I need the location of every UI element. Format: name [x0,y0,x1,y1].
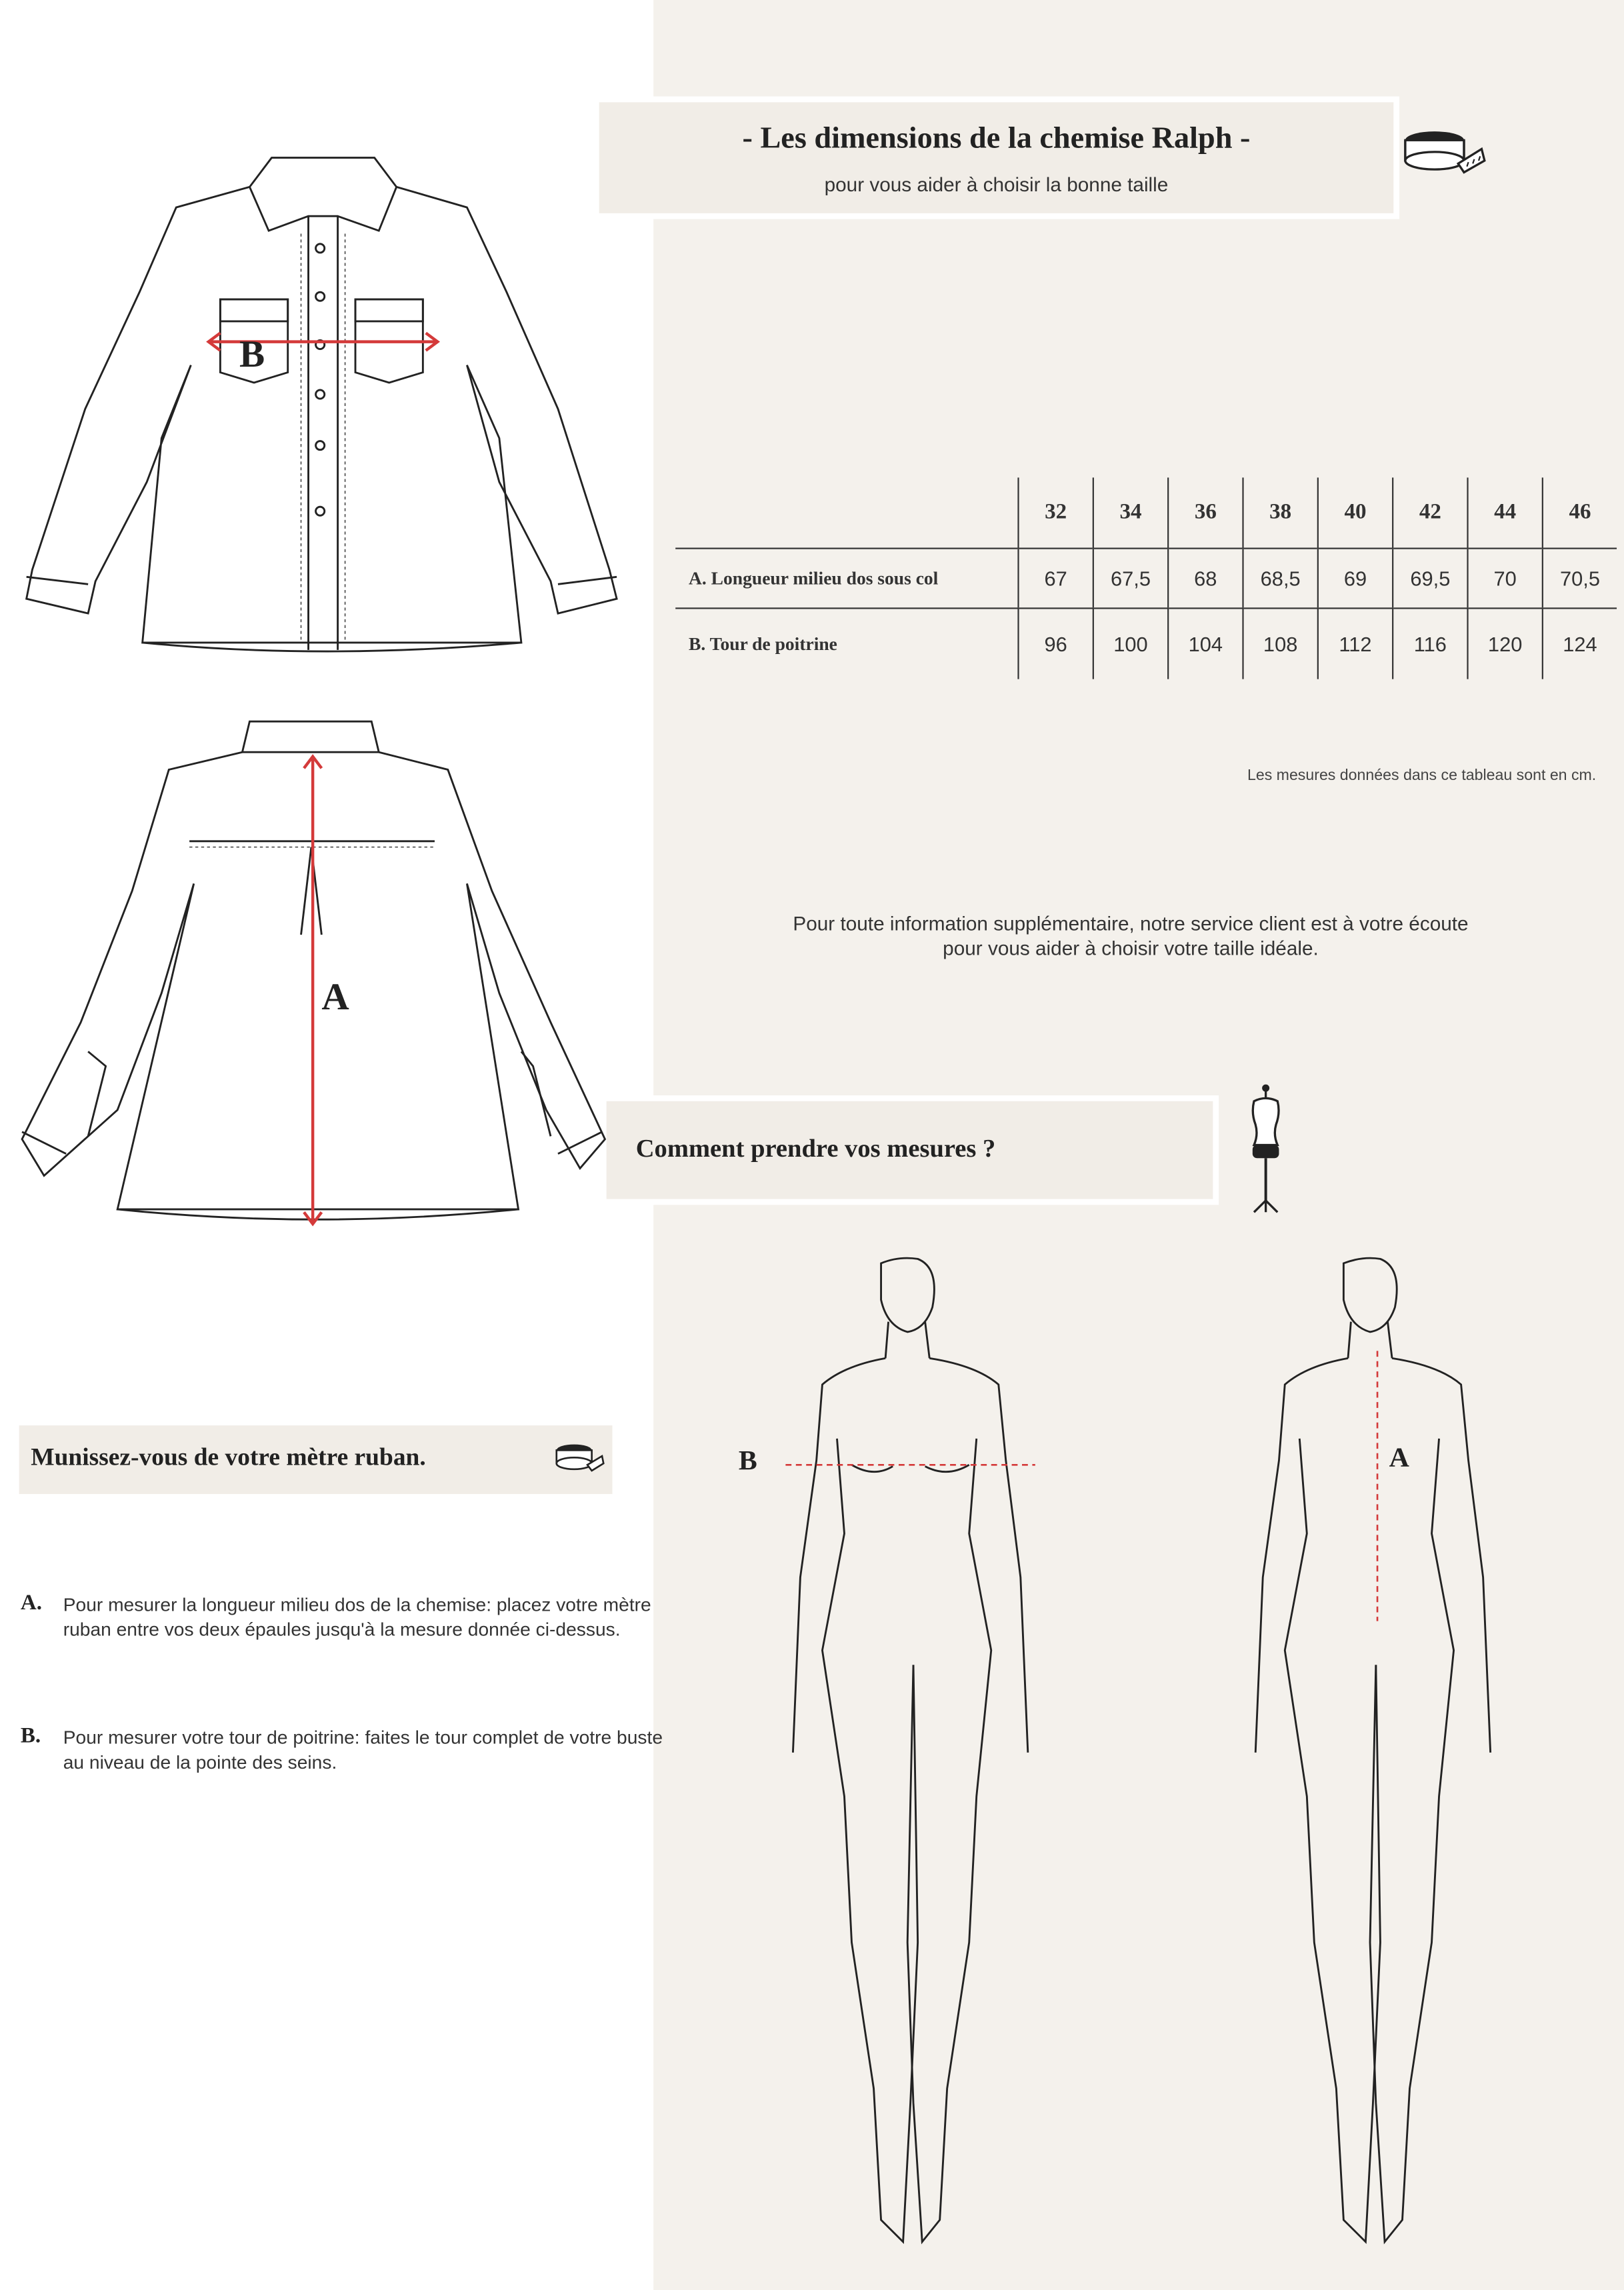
tape-measure-icon [1402,129,1487,181]
table-cell: 100 [1093,608,1168,679]
title-box [599,102,1394,213]
body-front-label: B [738,1445,757,1477]
table-cell: 70,5 [1543,549,1617,609]
body-front-diagram [778,1249,1042,2257]
info-line-2: pour vous aider à choisir votre taille idéale. [943,937,1319,960]
table-cell: 67 [1019,549,1093,609]
instruction-text: Pour mesurer votre tour de poitrine: faites le tour complet de votre buste au niveau de la pointe des seins. [63,1726,663,1773]
table-cell: 67,5 [1093,549,1168,609]
instruction-text: Pour mesurer la longueur milieu dos de la chemise: placez votre mètre ruban entre vos deux épaules jusqu'à la mesure donnée ci-dessus. [63,1593,651,1641]
table-cell: 69 [1318,549,1393,609]
table-row [675,549,1617,609]
size-header: 44 [1467,477,1542,548]
table-corner [675,477,1018,548]
shirt-front-diagram [22,146,617,657]
instruction-a [21,1592,652,1679]
shirt-front-label: B [239,333,265,376]
table-cell: 68,5 [1243,549,1318,609]
table-row [675,608,1617,679]
table-cell: 120 [1467,608,1542,679]
body-back-diagram [1255,1249,1519,2257]
tape-title: Munissez-vous de votre mètre ruban. [31,1443,426,1471]
table-cell: 69,5 [1393,549,1467,609]
size-header: 36 [1168,477,1243,548]
table-cell: 108 [1243,608,1318,679]
shirt-back-diagram [15,715,617,1227]
info-text [690,911,1571,961]
size-header: 42 [1393,477,1467,548]
table-note: Les mesures données dans ce tableau sont en cm. [1247,767,1597,785]
shirt-back-label: A [321,975,349,1018]
table-cell: 112 [1318,608,1393,679]
table-cell: 68 [1168,549,1243,609]
size-header: 38 [1243,477,1318,548]
mannequin-icon [1241,1083,1291,1215]
instruction-b [20,1725,663,1783]
table-cell: 70 [1467,549,1542,609]
table-cell: 124 [1543,608,1617,679]
table-cell: 96 [1019,608,1093,679]
row-label: B. Tour de poitrine [689,633,837,654]
page-subtitle: pour vous aider à choisir la bonne taille [824,173,1169,196]
size-table [675,477,1617,679]
table-cell: 104 [1168,608,1243,679]
instruction-letter: B. [20,1725,41,1749]
table-cell: 116 [1393,608,1467,679]
page-title: - Les dimensions de la chemise Ralph - [742,119,1251,155]
how-to-title: Comment prendre vos mesures ? [635,1133,996,1163]
tape-box [19,1425,613,1494]
body-back-label: A [1389,1443,1409,1474]
instruction-letter: A. [20,1591,42,1615]
row-label: A. Longueur milieu dos sous col [675,549,1018,609]
size-header: 34 [1093,477,1168,548]
size-header: 40 [1318,477,1393,548]
size-header: 32 [1019,477,1093,548]
info-line-1: Pour toute information supplémentaire, notre service client est à votre écoute [793,913,1469,935]
how-to-box [607,1101,1213,1199]
size-header: 46 [1543,477,1617,548]
tape-measure-icon [555,1443,605,1475]
